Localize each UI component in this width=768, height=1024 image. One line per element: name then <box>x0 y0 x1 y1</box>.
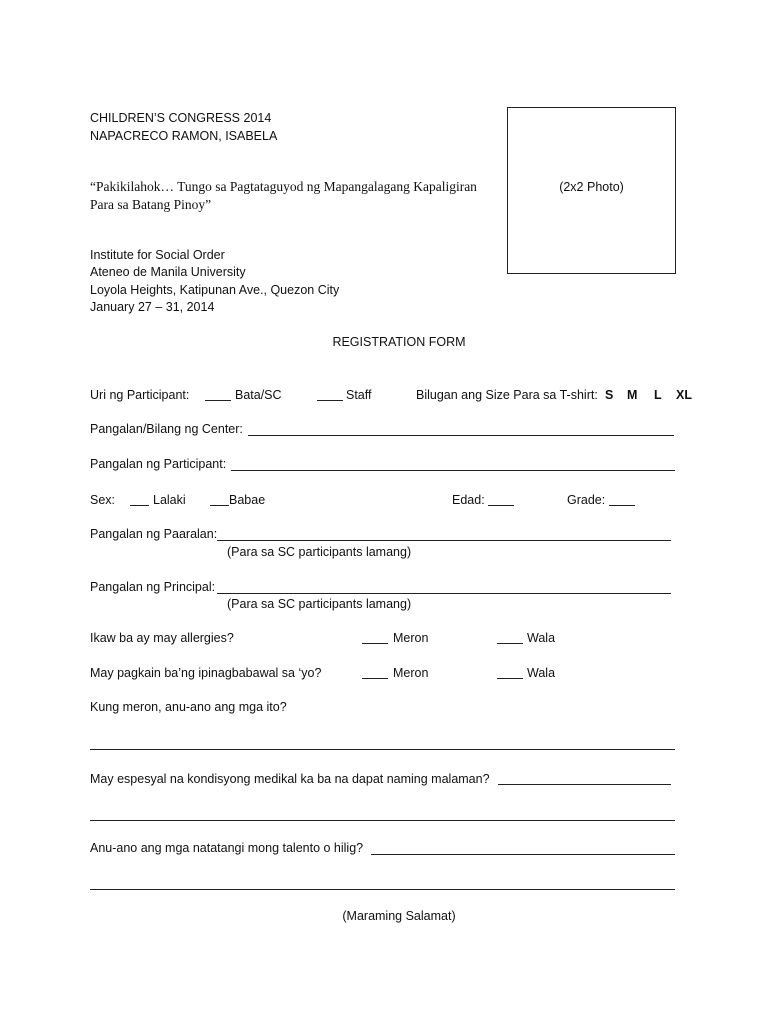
form-title: REGISTRATION FORM <box>332 335 466 349</box>
bata-blank[interactable] <box>205 400 231 401</box>
size-m[interactable]: M <box>627 388 638 402</box>
kung-meron-question: Kung meron, anu-ano ang mga ito? <box>90 700 287 714</box>
theme-line-1: “Pakikilahok… Tungo sa Pagtataguyod ng Mapangalagang Kapaligiran <box>90 179 477 194</box>
talent-question: Anu-ano ang mga natatangi mong talento o hilig? <box>90 841 364 855</box>
option-bata: Bata/SC <box>235 388 282 402</box>
school-field[interactable] <box>217 540 671 541</box>
allergies-wala: Wala <box>527 631 556 645</box>
staff-blank[interactable] <box>317 400 343 401</box>
participant-type-label: Uri ng Participant: <box>90 388 190 402</box>
food-wala-blank[interactable] <box>497 678 523 679</box>
closing-text: (Maraming Salamat) <box>342 909 456 923</box>
food-meron-blank[interactable] <box>362 678 388 679</box>
center-label: Pangalan/Bilang ng Center: <box>90 422 243 436</box>
talent-field-2[interactable] <box>90 889 675 890</box>
org-name: Institute for Social Order <box>90 248 225 262</box>
lalaki-blank[interactable] <box>130 505 149 506</box>
theme-line-2: Para sa Batang Pinoy” <box>90 197 212 212</box>
babae-blank[interactable] <box>210 505 229 506</box>
medical-question: May espesyal na kondisyong medikal ka ba na dapat naming malaman? <box>90 772 490 786</box>
edad-label: Edad: <box>452 493 485 507</box>
sex-label: Sex: <box>90 493 116 507</box>
medical-field-2[interactable] <box>90 820 675 821</box>
size-l[interactable]: L <box>654 388 662 402</box>
photo-label: (2x2 Photo) <box>559 180 624 194</box>
food-question: May pagkain ba’ng ipinagbabawal sa ‘yo? <box>90 666 322 680</box>
allergies-wala-blank[interactable] <box>497 643 523 644</box>
allergies-question: Ikaw ba ay may allergies? <box>90 631 234 645</box>
allergies-meron-blank[interactable] <box>362 643 388 644</box>
principal-field[interactable] <box>217 593 671 594</box>
grade-field[interactable] <box>609 505 635 506</box>
principal-note: (Para sa SC participants lamang) <box>227 597 412 611</box>
school-note: (Para sa SC participants lamang) <box>227 545 412 559</box>
event-location: NAPACRECO RAMON, ISABELA <box>90 129 278 143</box>
tshirt-size-label: Bilugan ang Size Para sa T-shirt: <box>416 388 598 402</box>
option-lalaki: Lalaki <box>153 493 186 507</box>
principal-label: Pangalan ng Principal: <box>90 580 216 594</box>
grade-label: Grade: <box>567 493 606 507</box>
talent-field[interactable] <box>371 854 675 855</box>
participant-name-label: Pangalan ng Participant: <box>90 457 227 471</box>
allergies-meron: Meron <box>393 631 429 645</box>
food-meron: Meron <box>393 666 429 680</box>
participant-name-field[interactable] <box>231 470 675 471</box>
photo-box <box>507 107 676 274</box>
center-field[interactable] <box>248 435 674 436</box>
size-s[interactable]: S <box>605 388 614 402</box>
option-babae: Babae <box>229 493 266 507</box>
option-staff: Staff <box>346 388 372 402</box>
org-address: Loyola Heights, Katipunan Ave., Quezon City <box>90 283 340 297</box>
event-title: CHILDREN’S CONGRESS 2014 <box>90 111 272 125</box>
kung-meron-field[interactable] <box>90 749 675 750</box>
event-date: January 27 – 31, 2014 <box>90 300 215 314</box>
food-wala: Wala <box>527 666 556 680</box>
school-label: Pangalan ng Paaralan: <box>90 527 218 541</box>
org-university: Ateneo de Manila University <box>90 265 246 279</box>
edad-field[interactable] <box>488 505 514 506</box>
medical-field[interactable] <box>498 784 671 785</box>
size-xl[interactable]: XL <box>676 388 692 402</box>
